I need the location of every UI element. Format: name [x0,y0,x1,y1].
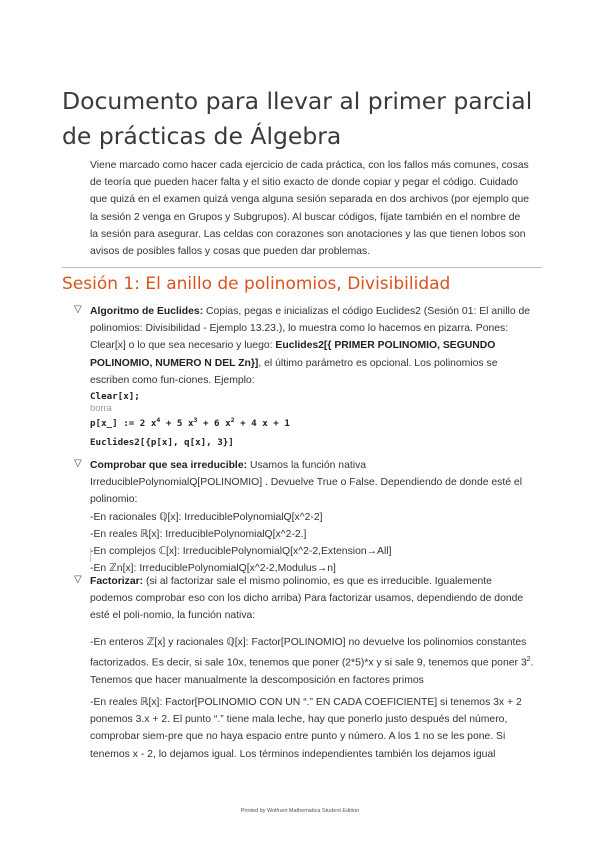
collapse-triangle-icon[interactable]: ▽ [74,458,82,469]
factorizar-label: Factorizar: [90,576,144,587]
irreducible-label: Comprobar que sea irreducible: [90,460,248,471]
euclides-text-cell[interactable] [90,303,535,389]
factorizar-text-cell[interactable] [90,573,535,625]
factorizar-enteros: -En enteros ℤ[x] y racionales ℚ[x]: Factor[POLINOMIO] no devuelve los polinomios constantes factorizados. Es decir, si sale 10x, tenemos que poner (2*5)*x y si sale 9, tenemos que poner 3 [90,637,527,669]
code-borra-hint: borra [90,402,112,413]
collapse-triangle-icon[interactable]: ▽ [74,574,82,585]
section-heading: Sesión 1: El anillo de polinomios, Divisibilidad [62,274,451,294]
collapse-triangle-icon[interactable]: ▽ [74,304,82,315]
print-footer: Printed by Wolfram Mathematica Student Edition [240,808,360,814]
intro-paragraph: Viene marcado como hacer cada ejercicio de cada práctica, con los fallos más comunes, cosas de teoría que pueden hacer falta y el sitio exacto de donde copiar y pegar el código. Cuidado que quizá en el examen quizá venga alguna sesión separada en dos archivos (por ejemplo que la sesión 2 venga en Grupos y Subgrupos). Al buscar códigos, fíjate también en el nombre de la sesión para asegurar. Las celdas con corazones son anotaciones y las que tienen lobos son avisos de posibles fallos y cosas que pueden dar problemas. [90,160,530,258]
code-clear-line[interactable]: Clear[x]; [90,391,140,402]
euclides-text1: Copias, pegas e inicializas el código Euclides2 (Sesión 01: El anillo de polinomios: Divisibilidad - Ejemplo 13.23.), lo muestra como lo hacemos en pizarra. Pones: Clear[x] o lo que sea necesario y luego: [90,306,531,352]
document-title: Documento para llevar al primer parcial de prácticas de Álgebra [62,87,533,150]
factorizar-reales-cell[interactable] [90,694,535,763]
irreducible-text-cell[interactable] [90,457,535,577]
section-divider [62,267,542,268]
cell-insertion-cursor[interactable] [90,548,91,562]
factorizar-enteros-cell[interactable]: -En enteros ℤ[x] y racionales ℚ[x]: Factor[POLINOMIO] no devuelve los polinomios constantes factorizados. Es decir, si sale 10x, tenemos que poner (2*5)*x y si sale 9, tenemos que poner $3^2$. Tenemos que hacer manualmente la descomposición en factores primos [90,637,534,686]
factorizar-reales: -En reales ℝ[x]: Factor[POLINOMIO CON UN “.” EN CADA COEFICIENTE] si tenemos 3x + 2 ponemos 3.x + 2. El punto “.” tiene mala leche, hay que ponerlo justo después del número, comprobar siem-pre que no haya espacio entre punto y número. A los 1 no se les pone. Si tenemos x - 2, lo dejamos igual. Los términos independientes también los dejamos igual [90,697,522,760]
factorizar-text1: (si al factorizar sale el mismo polinomio, es que es irreducible. Igualemente podemos comprobar eso con los dicho arriba) Para factorizar usamos, dependiendo de donde esté el poli-nomio, la función nativa: [90,576,524,622]
euclides-label: Algoritmo de Euclides: [90,306,204,317]
irreducible-reales: -En reales ℝ[x]: IrreduciblePolynomialQ[x^2-2.] [90,528,307,540]
irreducible-text1: Usamos la función nativa IrreduciblePolynomialQ[POLINOMIO] . Devuelve True o False. Dependiendo de donde esté el polinomio: [90,460,523,506]
factorizar-enteros-end: . Tenemos que hacer manualmente la descomposición en factores primos [90,657,534,686]
irreducible-complejos: -En complejos ℂ[x]: IrreduciblePolynomialQ[x^2-2,Extension→All] [90,546,392,558]
code-call-line[interactable]: Euclides2[{p[x], q[x], 3}] [90,437,234,448]
euclides-bold-call: Euclides2[{ PRIMER POLINOMIO, SEGUNDO POLINOMIO, NUMERO N DEL Zn}] [90,340,496,369]
euclides-text2: , el último parámetro es opcional. Los polinomios se escriben como fun-ciones. Ejemplo: [90,357,498,386]
irreducible-zn: -En ℤn[x]: IrreduciblePolynomialQ[x^2-2,Modulus→n] [90,563,336,575]
code-definition-line[interactable]: p[x_] := 2 $x^4 + 5$ $x^3 + 6$ $x^2 + 4$ x + 1 [90,416,290,430]
irreducible-racionales: -En racionales ℚ[x]: IrreduciblePolynomialQ[x^2-2] [90,511,323,523]
